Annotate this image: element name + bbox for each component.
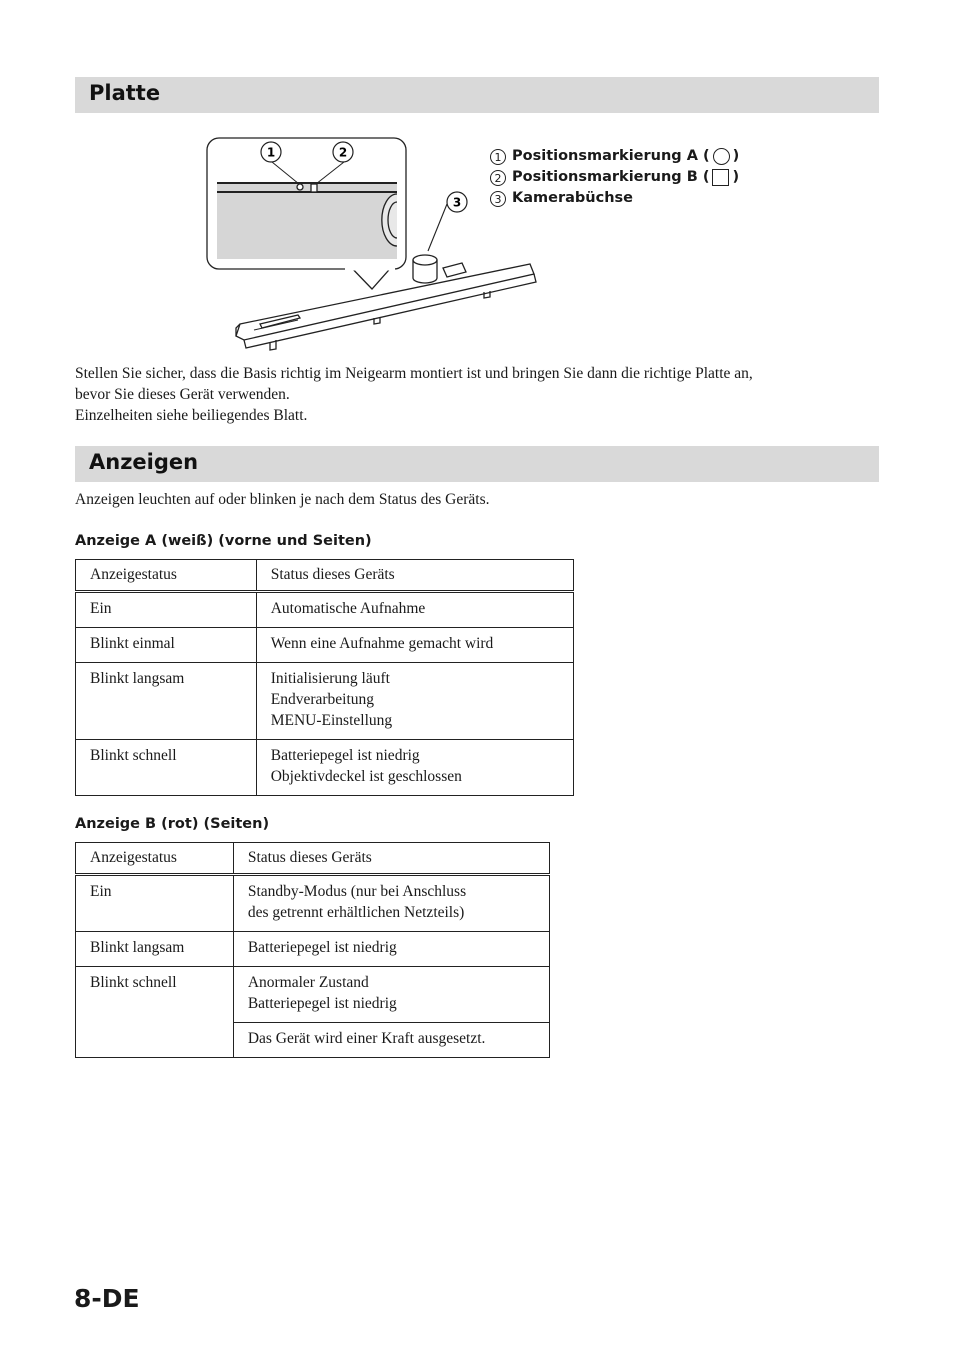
status-cell: Ein <box>76 592 257 628</box>
position-marker-b-icon <box>712 169 729 186</box>
description-cell <box>256 663 573 740</box>
indicator-b-table <box>75 842 550 1058</box>
page-number: 8-DE <box>74 1284 140 1313</box>
table-row <box>76 628 574 663</box>
description-line: Objektivdeckel ist geschlossen <box>270 768 462 785</box>
description-line: MENU-Einstellung <box>270 712 393 729</box>
legend-item-3 <box>490 188 739 209</box>
description-cell <box>233 875 549 932</box>
legend-number-2: 2 <box>490 170 506 186</box>
description-line: Batteriepegel ist niedrig <box>270 747 420 764</box>
table-row <box>76 967 550 1023</box>
table-row <box>76 740 574 796</box>
description-line: Initialisierung läuft <box>270 670 390 687</box>
description-line: Batteriepegel ist niedrig <box>247 995 397 1012</box>
table-header-row <box>76 560 574 592</box>
callout-1-label: 1 <box>266 145 276 160</box>
legend-number-3: 3 <box>490 191 506 207</box>
description-line: Endverarbeitung <box>270 691 375 708</box>
platte-line-2: bevor Sie dieses Gerät verwenden. <box>75 386 290 403</box>
description-cell <box>256 740 573 796</box>
anzeigen-intro: Anzeigen leuchten auf oder blinken je nach dem Status des Geräts. <box>75 491 490 508</box>
section-header-platte <box>75 77 879 113</box>
table-header-row <box>76 843 550 875</box>
plate-legend <box>490 146 739 209</box>
position-marker-a-icon <box>713 148 730 165</box>
callout-2-label: 2 <box>338 145 348 160</box>
table-row <box>76 875 550 932</box>
description-line: Standby-Modus (nur bei Anschluss <box>247 883 467 900</box>
table-header-cell: Status dieses Geräts <box>233 843 549 875</box>
legend-label-2: Positionsmarkierung B ( <box>512 169 710 185</box>
description-cell <box>233 932 549 967</box>
legend-label-1: Positionsmarkierung A ( <box>512 148 710 164</box>
description-cell <box>233 967 549 1023</box>
description-line: des getrennt erhältlichen Netzteils) <box>247 904 465 921</box>
callout-3-label: 3 <box>452 195 462 210</box>
table-b-heading: Anzeige B (rot) (Seiten) <box>75 816 270 832</box>
indicator-a-table <box>75 559 574 796</box>
description-line: Wenn eine Aufnahme gemacht wird <box>270 635 494 652</box>
section-title: Platte <box>89 81 161 105</box>
status-cell: Blinkt schnell <box>76 967 234 1058</box>
legend-item-2 <box>490 167 739 188</box>
section-title: Anzeigen <box>89 450 199 474</box>
platte-line-3: Einzelheiten siehe beiliegendes Blatt. <box>75 407 308 424</box>
legend-close-2: ) <box>732 169 740 185</box>
description-cell <box>233 1023 549 1058</box>
description-cell <box>256 628 573 663</box>
section-header-anzeigen <box>75 446 879 482</box>
description-line: Automatische Aufnahme <box>270 600 426 617</box>
table-a-heading: Anzeige A (weiß) (vorne und Seiten) <box>75 533 372 549</box>
platte-line-1: Stellen Sie sicher, dass die Basis richtig im Neigearm montiert ist und bringen Sie dann die richtige Platte an, <box>75 365 753 382</box>
legend-label-3: Kamerabüchse <box>512 190 633 206</box>
table-header-cell: Status dieses Geräts <box>256 560 573 592</box>
description-line: Batteriepegel ist niedrig <box>247 939 397 956</box>
description-line: Anormaler Zustand <box>247 974 369 991</box>
description-line: Das Gerät wird einer Kraft ausgesetzt. <box>247 1030 486 1047</box>
table-row <box>76 663 574 740</box>
description-cell <box>256 592 573 628</box>
table-header-cell: Anzeigestatus <box>76 843 234 875</box>
status-cell: Blinkt langsam <box>76 932 234 967</box>
legend-number-1: 1 <box>490 149 506 165</box>
status-cell: Blinkt langsam <box>76 663 257 740</box>
platte-paragraph <box>75 363 881 426</box>
table-row <box>76 592 574 628</box>
status-cell: Blinkt einmal <box>76 628 257 663</box>
status-cell: Ein <box>76 875 234 932</box>
table-header-cell: Anzeigestatus <box>76 560 257 592</box>
legend-close-1: ) <box>732 148 740 164</box>
status-cell: Blinkt schnell <box>76 740 257 796</box>
table-row <box>76 932 550 967</box>
legend-item-1 <box>490 146 739 167</box>
